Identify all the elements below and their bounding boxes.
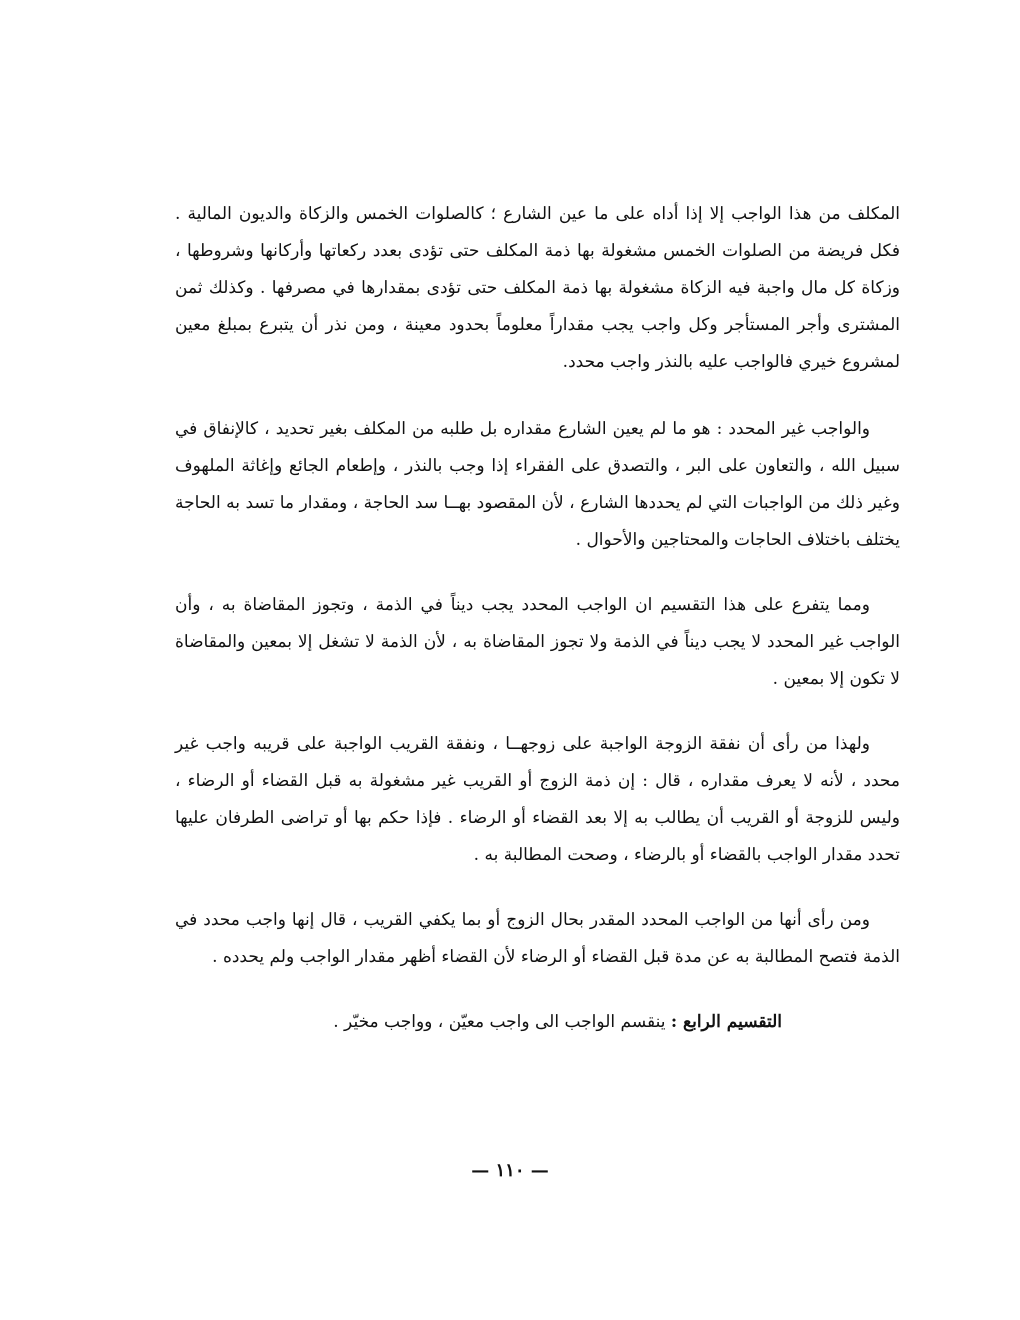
paragraph-3: ومما يتفرع على هذا التقسيم ان الواجب المحدد يجب ديناً في الذمة ، وتجوز المقاضاة به ، وأن الواجب غير المحدد لا يجب ديناً في الذمة ولا تجوز المقاضاة به ، لأن الذمة لا تشغل إلا بمعين والمقاضاة لا تكون إلا بمعين .	[175, 595, 900, 689]
section-text: ينقسم الواجب الى واجب معيّن ، وواجب مخيّر .	[333, 1012, 666, 1032]
section-heading-line	[175, 1004, 900, 1041]
paragraph-4: ولهذا من رأى أن نفقة الزوجة الواجبة على زوجهــا ، ونفقة القريب الواجبة على قريبه واجب غير محدد ، لأنه لا يعرف مقداره ، قال : إن ذمة الزوج أو القريب غير مشغولة به قبل القضاء أو الرضاء ، وليس للزوجة أو القريب أن يطالب به إلا بعد القضاء أو الرضاء . فإذا حكم بها أو تراضى الطرفان عليها تحدد مقدار الواجب بالقضاء أو بالرضاء ، وصحت المطالبة به .	[175, 734, 900, 865]
section-label: التقسيم الرابع :	[670, 1012, 782, 1032]
paragraph-1: المكلف من هذا الواجب إلا إذا أداه على ما عين الشارع ؛ كالصلوات الخمس والزكاة والديون المالية . فكل فريضة من الصلوات الخمس مشغولة بها ذمة المكلف حتى تؤدى بعدد ركعاتها وأركانها وشروطها ، وزكاة كل مال واجبة فيه الزكاة مشغولة بها ذمة المكلف حتى تؤدى بمقدارها في مصرفها . وكذلك ثمن المشترى وأجر المستأجر وكل واجب يجب مقداراً معلوماً بحدود معينة ، ومن نذر أن يتبرع بمبلغ معين لمشروع خيري فالواجب عليه بالنذر واجب محدد.	[175, 204, 900, 372]
paragraph-2: والواجب غير المحدد : هو ما لم يعين الشارع مقداره بل طلبه من المكلف بغير تحديد ، كالإنفاق في سبيل الله ، والتعاون على البر ، والتصدق على الفقراء إذا وجب بالنذر ، وإطعام الجائع وإغاثة الملهوف وغير ذلك من الواجبات التي لم يحددها الشارع ، لأن المقصود بهــا سد الحاجة ، ومقدار ما تسد به الحاجة يختلف باختلاف الحاجات والمحتاجين والأحوال .	[175, 419, 900, 550]
page-body	[175, 196, 900, 1041]
paragraph-5: ومن رأى أنها من الواجب المحدد المقدر بحال الزوج أو بما يكفي القريب ، قال إنها واجب محدد في الذمة فتصح المطالبة به عن مدة قبل القضاء أو الرضاء لأن القضاء أظهر مقدار الواجب ولم يحدده .	[175, 910, 900, 967]
page-number: — ١١٠ —	[471, 1160, 549, 1181]
